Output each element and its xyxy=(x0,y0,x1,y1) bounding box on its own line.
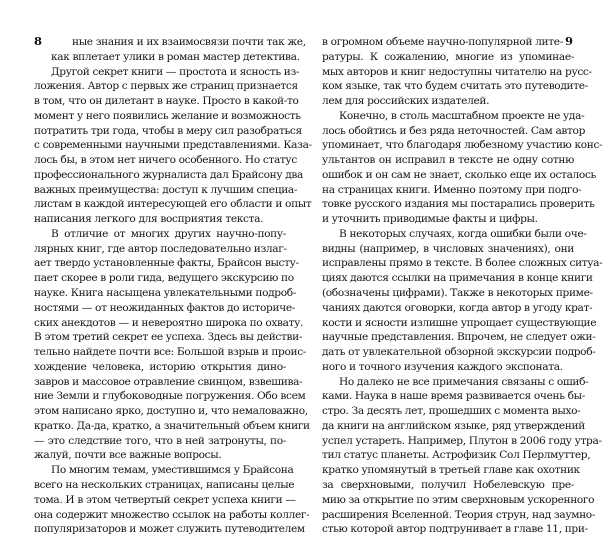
text-line: ает твердо установленные факты, Брайсон высту- xyxy=(34,257,299,270)
text-line: ного и точного изучения каждого экспоната. xyxy=(322,360,563,373)
text-line: лярных книг, где автор последовательно излаг- xyxy=(34,242,287,255)
text-line: лем для российских издателей. xyxy=(322,95,490,108)
text-line: ложения. Автор с первых же страниц признается xyxy=(34,80,298,93)
text-line: В отличие от многих других научно-попу- xyxy=(51,227,286,240)
text-line: расширения Вселенной. Теория струн, над заумно- xyxy=(322,508,596,521)
text-line: тельно найдете почти все: Большой взрыв и проис- xyxy=(34,346,307,359)
text-line: ских анекдотов — и невероятно широка по охвату. xyxy=(34,316,303,329)
text-line: всего на нескольких страницах, написаны целые xyxy=(34,478,295,491)
text-line: листам в каждой интересующей его области и опыт xyxy=(34,198,312,211)
text-line: ностями — от неожиданных фактов до историче- xyxy=(34,301,295,314)
text-line: научные представления. Впрочем, не следует ожи- xyxy=(322,331,596,344)
text-line: ошибок и он сам не знает, сколько еще их осталось xyxy=(322,168,596,181)
text-line: хождение человека, историю открытия дино- xyxy=(34,360,286,373)
text-line: По многим темам, уместившимся у Брайсона xyxy=(51,464,294,477)
text-line: в огромном объеме научно-популярной лите- xyxy=(322,36,563,48)
text-line: ком языке, так что будем считать это путеводите- xyxy=(322,80,588,93)
text-line: товке русского издания мы постарались проверить xyxy=(322,198,595,211)
text-line: и уточнить приводимые факты и цифры. xyxy=(322,213,538,226)
text-line: да книги на английском языке, ряд утверждений xyxy=(322,419,585,432)
text-line: ками. Наука в наше время развивается очень бы- xyxy=(322,390,585,403)
page-number-left: 8 xyxy=(34,34,43,48)
text-line: в том, что он дилетант в науке. Просто в какой-то xyxy=(34,95,299,108)
text-line: мию за открытие по этим сверхновым ускоренного xyxy=(322,493,595,506)
text-line: В этом третий секрет ее успеха. Здесь вы действи- xyxy=(34,331,303,344)
right-page-text xyxy=(322,35,603,537)
text-line: написания легкого для восприятия текста. xyxy=(34,213,264,226)
text-line: стро. За десять лет, прошедших с момента выхо- xyxy=(322,405,581,418)
text-line: науке. Книга насыщена увлекательными подроб- xyxy=(34,287,296,300)
text-line: завров и массовое отравление свинцом, взвешива- xyxy=(34,375,303,388)
text-line: исправлены прямо в тексте. В более сложных ситуа- xyxy=(322,257,603,270)
text-line: видны (например, в числовых значениях), они xyxy=(322,242,574,255)
left-page-text xyxy=(34,35,312,537)
text-line: она содержит множество ссылок на работы коллег- xyxy=(34,508,310,521)
text-line: кратко упомянутый в третьей главе как охотник xyxy=(322,464,580,477)
text-line: за сверхновыми, получил Нобелевскую пре- xyxy=(322,478,574,491)
text-line: лось бы, в этом нет ничего особенного. Но статус xyxy=(34,154,297,167)
text-line: потратить три года, чтобы в меру сил разобраться xyxy=(34,124,302,137)
text-line: лось обойтись и без ряда неточностей. Сам автор xyxy=(322,124,586,137)
text-line: упоминает, что благодаря любезному участию конс- xyxy=(322,139,603,152)
text-line: Другой секрет книги — простота и ясность из- xyxy=(51,65,300,78)
text-line: В некоторых случаях, когда ошибки были оче- xyxy=(339,227,587,240)
text-line: кратко. Да-да, кратко, а значительный объем книги xyxy=(34,419,310,432)
page-number-right: 9 xyxy=(565,34,574,48)
text-line: мых авторов и книг недоступны читателю на русс- xyxy=(322,65,592,78)
text-line: стью которой автор подтрунивает в главе 11, при- xyxy=(322,523,588,536)
text-line: важных преимущества: доступ к лучшим специа- xyxy=(34,183,298,196)
text-line: (обозначены цифрами). Также в некоторых приме- xyxy=(322,287,593,300)
text-line: ратуры. К сожалению, многие из упоминае- xyxy=(322,50,574,63)
text-line: тома. И в этом четвертый секрет успеха книги — xyxy=(34,493,296,506)
text-line: на страницах книги. Именно поэтому при подго- xyxy=(322,183,582,196)
text-line: тил статус планеты. Астрофизик Сол Перлмуттер, xyxy=(322,449,591,462)
text-line: ные знания и их взаимосвязи почти так же, xyxy=(72,36,306,48)
text-line: профессионального журналиста дал Брайсону два xyxy=(34,168,304,181)
text-line: — это следствие того, что в ней затронуты, по- xyxy=(34,434,286,447)
text-line: Но далеко не все примечания связаны с ошиб- xyxy=(339,375,589,388)
text-line: ультантов он исправил в тексте не одну сотню xyxy=(322,154,574,167)
text-line: как вплетает улики в роман мастер детектива. xyxy=(51,50,300,63)
text-line: популяризаторов и может служить путеводителем xyxy=(34,523,305,536)
text-line: кости и ясности излишне упрощает существующие xyxy=(322,316,597,329)
text-line: успел устареть. Например, Плутон в 2006 году утра- xyxy=(322,434,602,447)
text-line: этом написано ярко, доступно и, что немаловажно, xyxy=(34,405,308,418)
text-line: пает скорее в роли гида, ведущего экскурсию по xyxy=(34,272,294,285)
text-line: момент у него появились желание и возможность xyxy=(34,109,301,122)
text-line: циях даются ссылки на примечания в конце книги xyxy=(322,272,593,285)
text-line: жалуй, почти все важные вопросы. xyxy=(34,449,222,462)
text-line: чаниях даются оговорки, когда автор в угоду крат- xyxy=(322,301,593,314)
text-line: с современными научными представлениями. Каза- xyxy=(34,139,312,152)
text-line: ние Земли и глубоководные погружения. Обо всем xyxy=(34,390,306,403)
text-line: Конечно, в столь масштабном проекте не уда- xyxy=(339,109,585,122)
text-line: дать от увлекательной обзорной экскурсии подроб- xyxy=(322,346,596,359)
